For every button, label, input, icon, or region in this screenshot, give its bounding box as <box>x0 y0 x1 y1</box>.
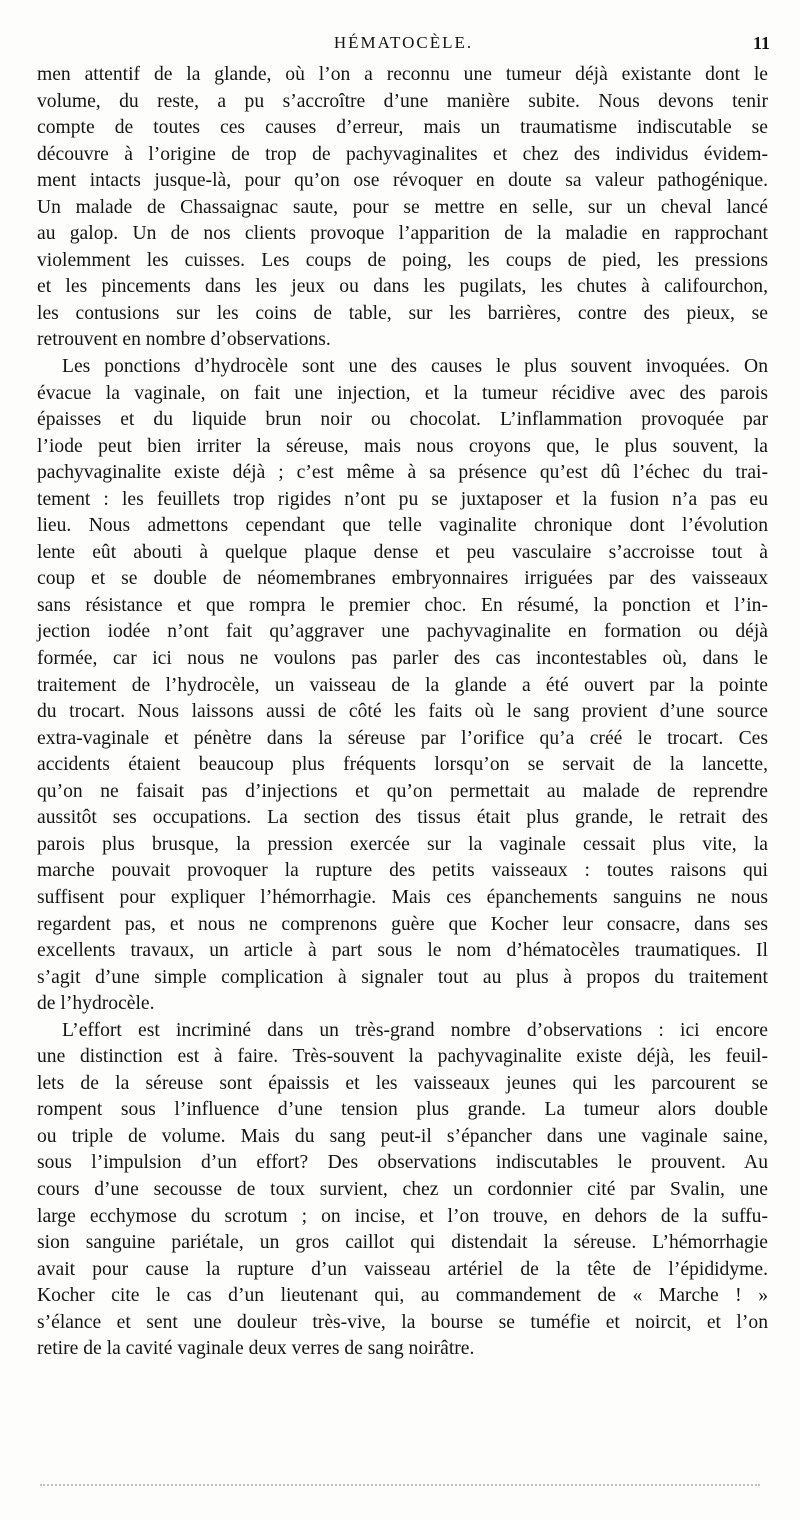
running-title: HÉMATOCÈLE. <box>333 33 474 52</box>
text-line: ment intacts jusque-là, pour qu’on ose révoquer en doute sa valeur pathogénique. <box>37 170 768 192</box>
text-line: jection iodée n’ont fait qu’aggraver une pachyvaginalite en formation ou déjà <box>37 621 768 643</box>
text-line: découvre à l’origine de trop de pachyvaginalites et chez des individus évidem- <box>37 143 768 165</box>
text-line: volume, du reste, a pu s’accroître d’une manière subite. Nous devons tenir <box>37 90 768 112</box>
text-line: et les pincements dans les jeux ou dans les pugilats, les chutes à califourchon, <box>37 276 768 298</box>
text-line: au galop. Un de nos clients provoque l’apparition de la maladie en rapprochant <box>37 223 768 245</box>
text-line: traitement de l’hydrocèle, un vaisseau de la glande a été ouvert par la pointe <box>37 674 768 696</box>
text-line: de l’hydrocèle. <box>37 993 155 1015</box>
text-line: marche pouvait provoquer la rupture des petits vaisseaux : toutes raisons qui <box>37 860 768 882</box>
text-line: une distinction est à faire. Très-souvent la pachyvaginalite existe déjà, les feuil- <box>37 1046 768 1068</box>
text-line: Les ponctions d’hydrocèle sont une des causes le plus souvent invoquées. On <box>62 356 768 378</box>
text-line: aussitôt ses occupations. La section des tissus était plus grande, le retrait des <box>37 807 768 829</box>
text-line: sous l’impulsion d’un effort? Des observations indiscutables le prouvent. Au <box>37 1152 768 1174</box>
text-line: ou triple de volume. Mais du sang peut-il s’épancher dans une vaginale saine, <box>37 1125 768 1147</box>
text-line: pachyvaginalite existe déjà ; c’est même à sa présence qu’est dû l’échec du trai- <box>37 462 768 484</box>
text-line: formée, car ici nous ne voulons pas parler des cas incontestables où, dans le <box>37 648 768 670</box>
bottom-rule <box>40 1484 760 1486</box>
text-line: du trocart. Nous laissons aussi de côté les faits où le sang provient d’une source <box>37 701 768 723</box>
text-line: lets de la séreuse sont épaissis et les vaisseaux jeunes qui les parcourent se <box>37 1072 768 1094</box>
text-line: Un malade de Chassaignac saute, pour se mettre en selle, sur un cheval lancé <box>37 196 768 218</box>
text-line: avait pour cause la rupture d’un vaisseau artériel de la tête de l’épididyme. <box>37 1258 768 1280</box>
text-line: lente eût abouti à quelque plaque dense et peu vasculaire s’accroisse tout à <box>37 541 768 563</box>
text-line: excellents travaux, un article à part sous le nom d’hématocèles traumatiques. Il <box>37 940 768 962</box>
text-line: qu’on ne faisait pas d’injections et qu’on permettait au malade de reprendre <box>37 780 768 802</box>
page-number: 11 <box>752 33 770 53</box>
text-line: les contusions sur les coins de table, sur les barrières, contre des pieux, se <box>37 302 768 324</box>
text-line: s’agit d’une simple complication à signaler tout au plus à propos du traitement <box>37 966 768 988</box>
running-head <box>37 33 770 57</box>
text-line: accidents étaient beaucoup plus fréquents lorsqu’on se servait de la lancette, <box>37 754 768 776</box>
text-line: parois plus brusque, la pression exercée sur la vaginale cessait plus vite, la <box>37 833 768 855</box>
text-line: Kocher cite le cas d’un lieutenant qui, au commandement de « Marche ! » <box>37 1285 768 1307</box>
text-line: cours d’une secousse de toux survient, chez un cordonnier cité par Svalin, une <box>37 1178 768 1200</box>
text-line: sion sanguine pariétale, un gros caillot qui distendait la séreuse. L’hémorrhagie <box>37 1232 768 1254</box>
text-line: violemment les cuisses. Les coups de poing, les coups de pied, les pressions <box>37 249 768 271</box>
text-line: épaisses et du liquide brun noir ou chocolat. L’inflammation provoquée par <box>37 409 768 431</box>
text-line: large ecchymose du scrotum ; on incise, et l’on trouve, en dehors de la suffu- <box>37 1205 768 1227</box>
text-line: extra-vaginale et pénètre dans la séreuse par l’orifice qu’a créé le trocart. Ces <box>37 727 768 749</box>
text-line: lieu. Nous admettons cependant que telle vaginalite chronique dont l’évolution <box>37 515 768 537</box>
text-line: suffisent pour expliquer l’hémorrhagie. Mais ces épanchements sanguins ne nous <box>37 886 768 908</box>
text-line: retire de la cavité vaginale deux verres de sang noirâtre. <box>37 1338 475 1360</box>
body-text <box>37 62 768 1363</box>
text-line: tement : les feuillets trop rigides n’ont pu se juxtaposer et la fusion n’a pas eu <box>37 488 768 510</box>
paragraph <box>37 1018 768 1363</box>
paragraph <box>37 354 768 1018</box>
text-line: sans résistance et que rompra le premier choc. En résumé, la ponction et l’in- <box>37 594 768 616</box>
text-line: évacue la vaginale, on fait une injection, et la tumeur récidive avec des parois <box>37 382 768 404</box>
paragraph <box>37 62 768 354</box>
text-line: compte de toutes ces causes d’erreur, mais un traumatisme indiscutable se <box>37 117 768 139</box>
text-line: coup et se double de néomembranes embryonnaires irriguées par des vaisseaux <box>37 568 768 590</box>
text-line: rompent sous l’influence d’une tension plus grande. La tumeur alors double <box>37 1099 768 1121</box>
text-line: s’élance et sent une douleur très-vive, la bourse se tuméfie et noircit, et l’on <box>37 1311 768 1333</box>
text-line: L’effort est incriminé dans un très-grand nombre d’observations : ici encore <box>62 1019 768 1041</box>
text-line: l’iode peut bien irriter la séreuse, mais nous croyons que, le plus souvent, la <box>37 435 768 457</box>
text-line: men attentif de la glande, où l’on a reconnu une tumeur déjà existante dont le <box>37 64 768 85</box>
text-line: regardent pas, et nous ne comprenons guère que Kocher leur consacre, dans ses <box>37 913 768 935</box>
text-line: retrouvent en nombre d’observations. <box>37 329 331 351</box>
